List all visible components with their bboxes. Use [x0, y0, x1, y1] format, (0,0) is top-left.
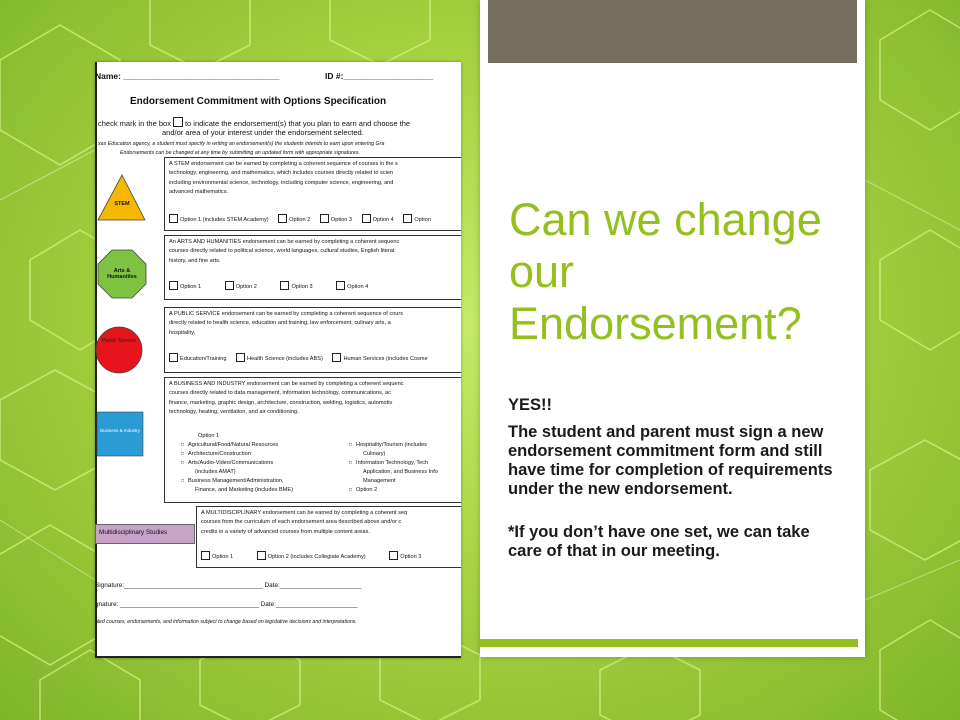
signature-line-2: gnature: _______________________________________ Date:_______________________: [95, 601, 358, 608]
business-right-list: □ Hospitality/Tourism (includes Culinary) □ Information Technology, Tech Application, and Business Info Management □ Option 2: [349, 441, 438, 495]
business-square-icon: [97, 412, 143, 456]
signature-line-1: Signature:_______________________________________ Date:_______________________: [95, 582, 362, 589]
form-title: Endorsement Commitment with Options Specification: [130, 96, 387, 107]
checkbox-icon: [173, 117, 183, 127]
slide-title: Can we change our Endorsement?: [509, 194, 822, 349]
checkbox-icon: [169, 353, 178, 362]
public-service-circle-icon: [96, 327, 142, 373]
multidisciplinary-box: [95, 524, 195, 544]
checkbox-icon: [169, 281, 178, 290]
arts-option-1: Option 1: [169, 281, 201, 290]
form-instruction: check mark in the box to indicate the endorsement(s) that you plan to earn and choose the: [98, 119, 411, 128]
multidisciplinary-section: [196, 506, 461, 568]
multidisciplinary-text: A MULTIDISCIPLINARY endorsement can be earned by completing a coherent seq courses from the curriculum of each endorsement area described above and/or c credits in a variety of advanced courses from multiple content areas.: [201, 510, 408, 535]
stem-option-3: Option 3: [320, 214, 352, 223]
answer-text: YES!!: [508, 396, 553, 414]
form-fine-print-2: Endorsements can be changed at any time by submitting an updated form with appropriate signatures.: [120, 150, 360, 156]
checkbox-icon: [236, 353, 245, 362]
stem-text: A STEM endorsement can be earned by completing a coherent sequence of courses in the s technology, engineering, and mathematics, which includes courses directly related to scien including environmental science, technology, including computer science, engineering, and advanced mathematics.: [169, 161, 398, 195]
multidisciplinary-label: Multidisciplinary Studies: [99, 529, 168, 536]
business-left-list: □ Agricultural/Food/Natural Resources □ Architecture/Construction □ Arts/Audio-Video/Communications (includes AMAT) □ Business Management/Administration, Finance, and Marketing (includes BME): [181, 441, 293, 495]
stem-option-1: Option 1 (includes STEM Academy): [169, 214, 269, 223]
endorsement-form-image: [95, 62, 461, 658]
checkbox-icon: [257, 551, 266, 560]
checkbox-icon: [169, 214, 178, 223]
arts-options: [169, 281, 376, 290]
public-service-label: Public Service: [101, 338, 137, 344]
business-text: A BUSINESS AND INDUSTRY endorsement can be earned by completing a coherent sequenc courses directly related to data management, information technology, communications, ac finance, marketing, graphic design, architecture, construction, welding, logistics, automotiv technology, heating, ventilation, and air conditioning.: [169, 381, 404, 415]
form-footnote: aled courses, endorsements, and information subject to change based on legislative decisions and interpretations.: [95, 619, 357, 625]
stem-section: [164, 157, 461, 231]
multi-option-2: Option 2 (includes Collegiate Academy): [257, 551, 366, 560]
multidisciplinary-options: [201, 551, 429, 560]
arts-option-2: Option 2: [225, 281, 257, 290]
endorsement-shapes: [95, 172, 155, 642]
stem-option-4: Option 4: [362, 214, 394, 223]
public-service-text: A PUBLIC SERVICE endorsement can be earned by completing a coherent sequence of cours directly related to health science, education and training, law enforcement, culinary arts, a hospitality.: [169, 311, 404, 336]
business-label: Business & Industry: [100, 428, 140, 433]
checkbox-icon: [278, 214, 287, 223]
stem-options: [169, 214, 439, 223]
stem-option-2: Option 2: [278, 214, 310, 223]
arts-text: An ARTS AND HUMANITIES endorsement can be earned by completing a coherent sequenc courses directly related to political science, world languages, cultural studies, English literat history, and fine arts.: [169, 239, 400, 264]
form-instruction-line2: and/or area of your interest under the endorsement selected.: [162, 128, 364, 137]
slide-body: [508, 396, 838, 569]
public-service-options: [169, 353, 436, 362]
arts-label: Arts & Humanities: [107, 268, 137, 280]
checkbox-icon: [280, 281, 289, 290]
checkbox-icon: [320, 214, 329, 223]
meeting-note: *If you don’t have one set, we can take care of that in our meeting.: [508, 523, 810, 560]
form-fine-print-1: xas Education agency, a student must specify in writing an endorsement(s) the students intends to earn upon entering Gra: [98, 141, 385, 147]
checkbox-icon: [362, 214, 371, 223]
multi-option-1: Option 1: [201, 551, 233, 560]
business-option-1-label: Option 1: [198, 433, 220, 439]
explanation-text: The student and parent must sign a new endorsement commitment form and still have time for completion of requirements under the new endorsement.: [508, 423, 833, 498]
public-service-section: [164, 307, 461, 373]
checkbox-icon: [336, 281, 345, 290]
checkbox-icon: [225, 281, 234, 290]
form-id-field: ID #:___________________: [325, 71, 434, 81]
stem-label: STEM: [114, 201, 130, 207]
checkbox-icon: [201, 551, 210, 560]
checkbox-icon: [403, 214, 412, 223]
business-section: [164, 377, 461, 503]
public-option-3: Human Services (includes Cosme: [332, 353, 427, 362]
form-edge-bottom: [95, 656, 461, 658]
multi-option-3: Option 3: [389, 551, 421, 560]
stem-option-5: Option: [403, 214, 430, 223]
card-top-bar: [488, 0, 857, 63]
public-option-1: Education/Training: [169, 353, 226, 362]
checkbox-icon: [332, 353, 341, 362]
card-bottom-bar: [480, 639, 858, 647]
stem-triangle-icon: [98, 175, 145, 220]
arts-option-3: Option 3: [280, 281, 312, 290]
public-option-2: Health Science (includes ABS): [236, 353, 323, 362]
checkbox-icon: [389, 551, 398, 560]
arts-section: [164, 235, 461, 300]
form-name-field: Name: _________________________________: [95, 71, 280, 81]
arts-option-4: Option 4: [336, 281, 368, 290]
